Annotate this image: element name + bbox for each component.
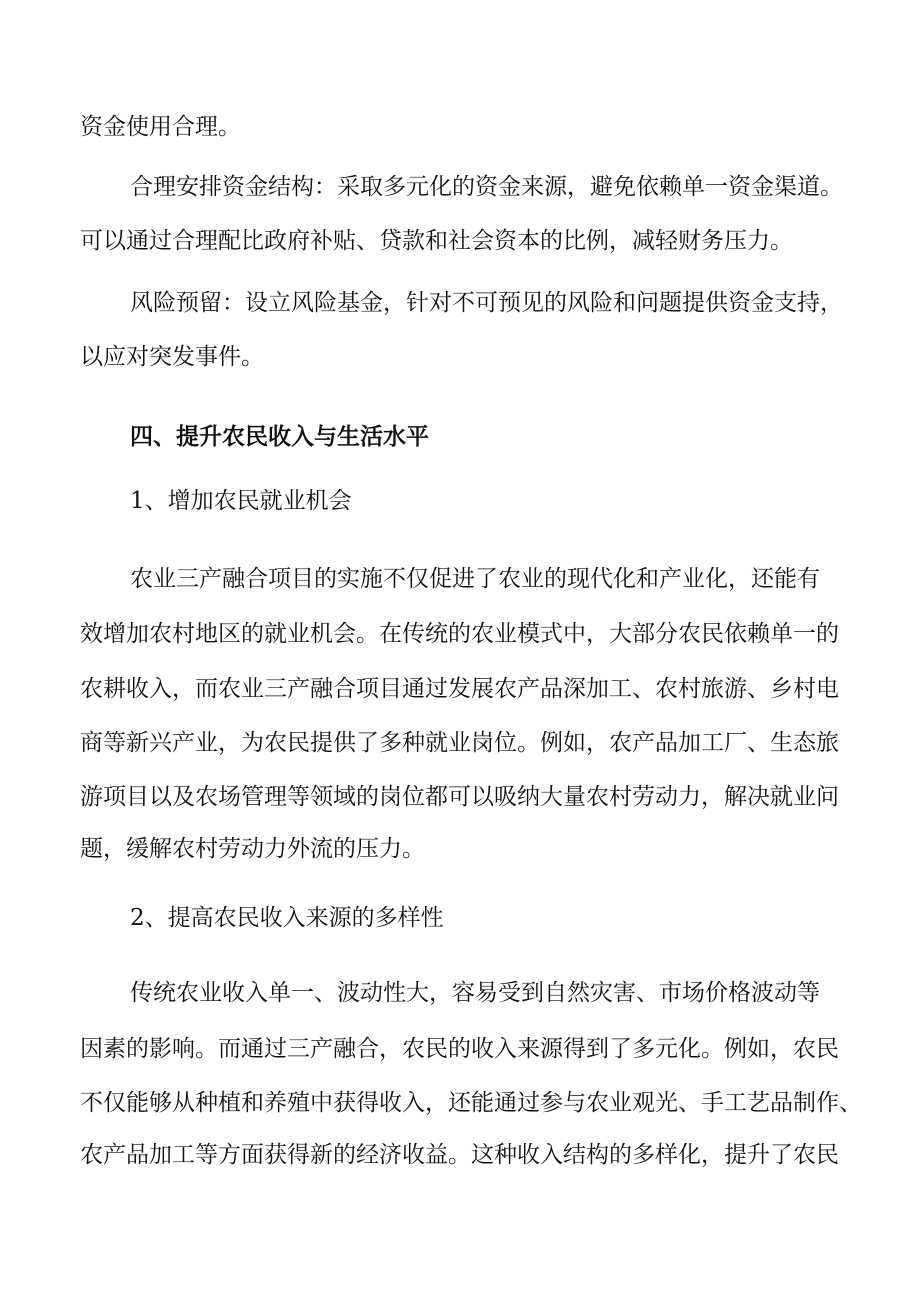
paragraph-line: 传统农业收入单一、波动性大，容易受到自然灾害、市场价格波动等: [130, 980, 820, 1006]
paragraph-line: 题，缓解农村劳动力外流的压力。: [80, 836, 425, 862]
section-heading: 四、提升农民收入与生活水平: [130, 423, 429, 450]
paragraph-line: 游项目以及农场管理等领域的岗位都可以吸纳大量农村劳动力，解决就业问: [80, 784, 839, 810]
paragraph-line: 农产品加工等方面获得新的经济收益。这种收入结构的多样化，提升了农民: [80, 1142, 839, 1168]
paragraph-line: 可以通过合理配比政府补贴、贷款和社会资本的比例，减轻财务压力。: [80, 228, 793, 254]
paragraph-line: 资金使用合理。: [80, 114, 241, 140]
paragraph-line: 以应对突发事件。: [80, 344, 264, 370]
paragraph-line: 不仅能够从种植和养殖中获得收入，还能通过参与农业观光、手工艺品制作、: [80, 1090, 862, 1116]
paragraph-line: 因素的影响。而通过三产融合，农民的收入来源得到了多元化。例如，农民: [80, 1036, 839, 1062]
paragraph-line: 风险预留：设立风险基金，针对不可预见的风险和问题提供资金支持，: [130, 290, 843, 316]
paragraph-line: 商等新兴产业，为农民提供了多种就业岗位。例如，农产品加工厂、生态旅: [80, 730, 839, 756]
paragraph-line: 合理安排资金结构：采取多元化的资金来源，避免依赖单一资金渠道。: [130, 174, 843, 200]
subsection-heading: 2、提高农民收入来源的多样性: [130, 905, 444, 931]
paragraph-line: 农业三产融合项目的实施不仅促进了农业的现代化和产业化，还能有: [130, 566, 820, 592]
paragraph-line: 效增加农村地区的就业机会。在传统的农业模式中，大部分农民依赖单一的: [80, 621, 839, 647]
paragraph-line: 农耕收入，而农业三产融合项目通过发展农产品深加工、农村旅游、乡村电: [80, 676, 839, 702]
subsection-heading: 1、增加农民就业机会: [130, 488, 352, 514]
